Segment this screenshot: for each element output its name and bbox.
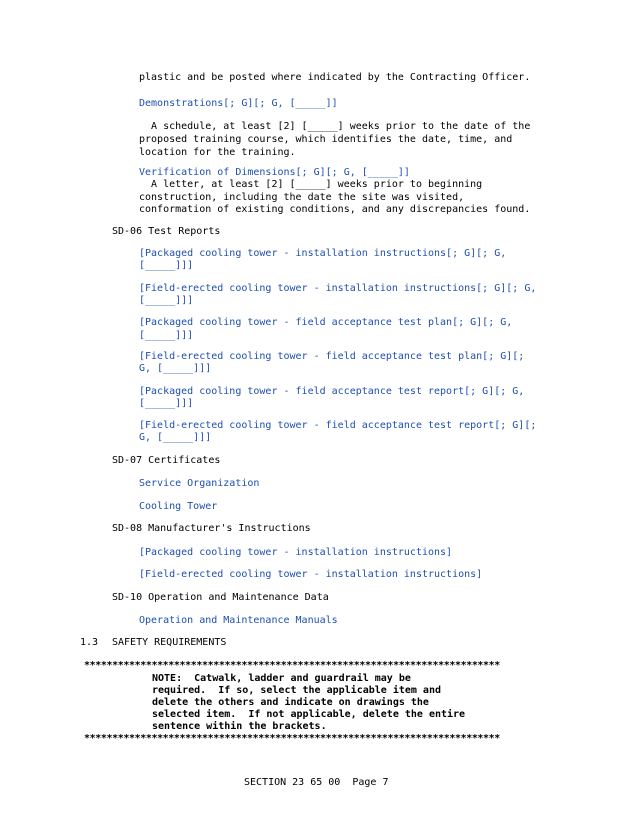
- sd06-item-6-line-1: [Field-erected cooling tower - field acceptance test report[; G][;: [139, 420, 537, 431]
- note-stars-top: **************************************************************************: [84, 660, 500, 671]
- note-line-1: NOTE: Catwalk, ladder and guardrail may be: [152, 673, 411, 684]
- sd08-item-1: [Packaged cooling tower - installation instructions]: [139, 547, 453, 558]
- sd10-heading: SD-10 Operation and Maintenance Data: [112, 592, 329, 603]
- sd06-item-4-line-1: [Field-erected cooling tower - field acceptance test plan[; G][;: [139, 351, 525, 362]
- sd06-item-4-line-2: G, [_____]]]: [139, 363, 212, 374]
- verification-heading: Verification of Dimensions[; G][; G, [_____]]: [139, 167, 410, 178]
- demonstrations-body-line-2: proposed training course, which identifies the date, time, and: [139, 134, 513, 145]
- sd06-item-2-line-1: [Field-erected cooling tower - installation instructions[; G][; G,: [139, 283, 537, 294]
- sd07-item-2: Cooling Tower: [139, 501, 218, 512]
- sd06-item-6-line-2: G, [_____]]]: [139, 432, 212, 443]
- sd08-heading: SD-08 Manufacturer's Instructions: [112, 523, 311, 534]
- sd06-item-3-line-1: [Packaged cooling tower - field acceptance test plan[; G][; G,: [139, 317, 513, 328]
- page-footer: SECTION 23 65 00 Page 7: [244, 777, 389, 788]
- demonstrations-body-line-1: A schedule, at least [2] [_____] weeks prior to the date of the: [139, 121, 531, 132]
- sd07-heading: SD-07 Certificates: [112, 455, 221, 466]
- sd06-item-2-line-2: [_____]]]: [139, 295, 194, 306]
- sd08-item-2: [Field-erected cooling tower - installation instructions]: [139, 569, 483, 580]
- sd06-item-1-line-1: [Packaged cooling tower - installation instructions[; G][; G,: [139, 248, 507, 259]
- section-number: 1.3: [80, 637, 99, 648]
- intro-line: plastic and be posted where indicated by the Contracting Officer.: [139, 72, 531, 83]
- verification-body-line-3: conformation of existing conditions, and any discrepancies found.: [139, 204, 531, 215]
- note-line-3: delete the others and indicate on drawings the: [152, 697, 429, 708]
- note-line-2: required. If so, select the applicable item and: [152, 685, 441, 696]
- section-title: SAFETY REQUIREMENTS: [112, 637, 227, 648]
- sd06-item-1-line-2: [_____]]]: [139, 260, 194, 271]
- note-line-5: sentence within the brackets.: [152, 721, 327, 732]
- sd06-item-3-line-2: [_____]]]: [139, 330, 194, 341]
- note-line-4: selected item. If not applicable, delete the entire: [152, 709, 466, 720]
- sd06-heading: SD-06 Test Reports: [112, 226, 221, 237]
- verification-body-line-2: construction, including the date the site was visited,: [139, 192, 465, 203]
- sd07-item-1: Service Organization: [139, 478, 260, 489]
- sd10-item-1: Operation and Maintenance Manuals: [139, 615, 338, 626]
- demonstrations-heading: Demonstrations[; G][; G, [_____]]: [139, 98, 338, 109]
- sd06-item-5-line-2: [_____]]]: [139, 398, 194, 409]
- note-stars-bottom: **************************************************************************: [84, 733, 500, 744]
- demonstrations-body-line-3: location for the training.: [139, 147, 296, 158]
- verification-body-line-1: A letter, at least [2] [_____] weeks prior to beginning: [139, 179, 483, 190]
- sd06-item-5-line-1: [Packaged cooling tower - field acceptance test report[; G][; G,: [139, 386, 525, 397]
